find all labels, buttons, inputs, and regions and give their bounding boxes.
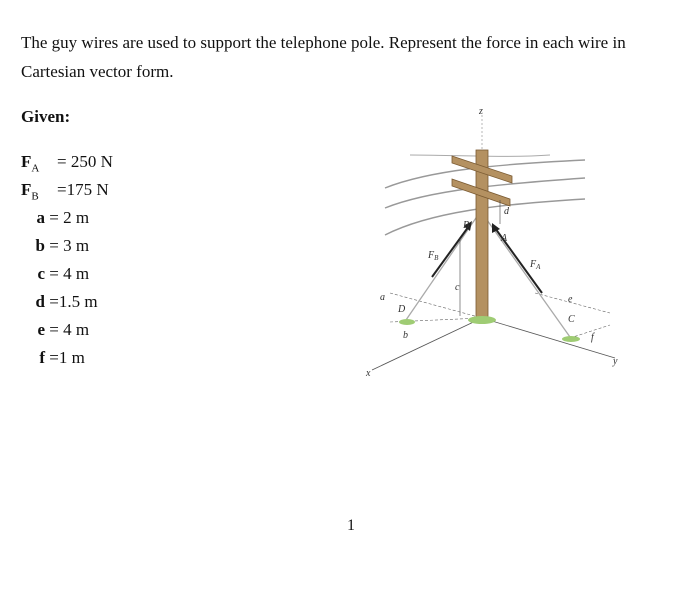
guy-wire-a (487, 220, 570, 337)
given-d: d =1.5 m (35, 292, 98, 311)
force-value: = 250 N (57, 152, 113, 171)
telephone-pole-figure (360, 100, 630, 390)
given-force-a (21, 148, 113, 176)
problem-statement: The guy wires are used to support the telephone pole. Represent the force in each wire in Cartesian vector form. (21, 33, 626, 81)
force-symbol: $F_A$ (21, 152, 40, 175)
x-axis (372, 318, 482, 370)
y-axis (482, 318, 615, 358)
ground-patch-d (399, 319, 415, 325)
label-FB: $F_B$ (428, 250, 439, 262)
force-arrow-fb (432, 226, 469, 277)
label-z: z (479, 106, 483, 117)
given-c: c = 4 m (37, 264, 90, 283)
label-B: B (463, 220, 470, 231)
given-a: a = 2 m (36, 208, 90, 227)
label-f: f (591, 332, 594, 343)
label-A: A (501, 233, 508, 244)
given-force-b (21, 176, 113, 204)
label-a: a (380, 292, 385, 303)
force-symbol: $F_B$ (21, 180, 39, 203)
page-number: 1 (347, 517, 355, 534)
given-heading: Given: (21, 107, 71, 126)
pole (476, 150, 488, 322)
label-FA: $F_A$ (530, 259, 541, 271)
label-C: C (568, 314, 575, 325)
label-y: y (613, 356, 618, 367)
force-value: =175 N (57, 180, 109, 199)
given-f: f =1 m (39, 348, 85, 367)
label-d: d (504, 206, 509, 217)
label-e: e (568, 294, 573, 305)
ground-patch-pole (468, 316, 496, 324)
ground-patch-c (562, 336, 580, 342)
label-c: c (455, 282, 460, 293)
given-e: e = 4 m (37, 320, 90, 339)
given-b: b = 3 m (35, 236, 90, 255)
label-x: x (366, 368, 371, 379)
label-D: D (398, 304, 406, 315)
given-list (21, 148, 113, 372)
label-b: b (403, 330, 408, 341)
